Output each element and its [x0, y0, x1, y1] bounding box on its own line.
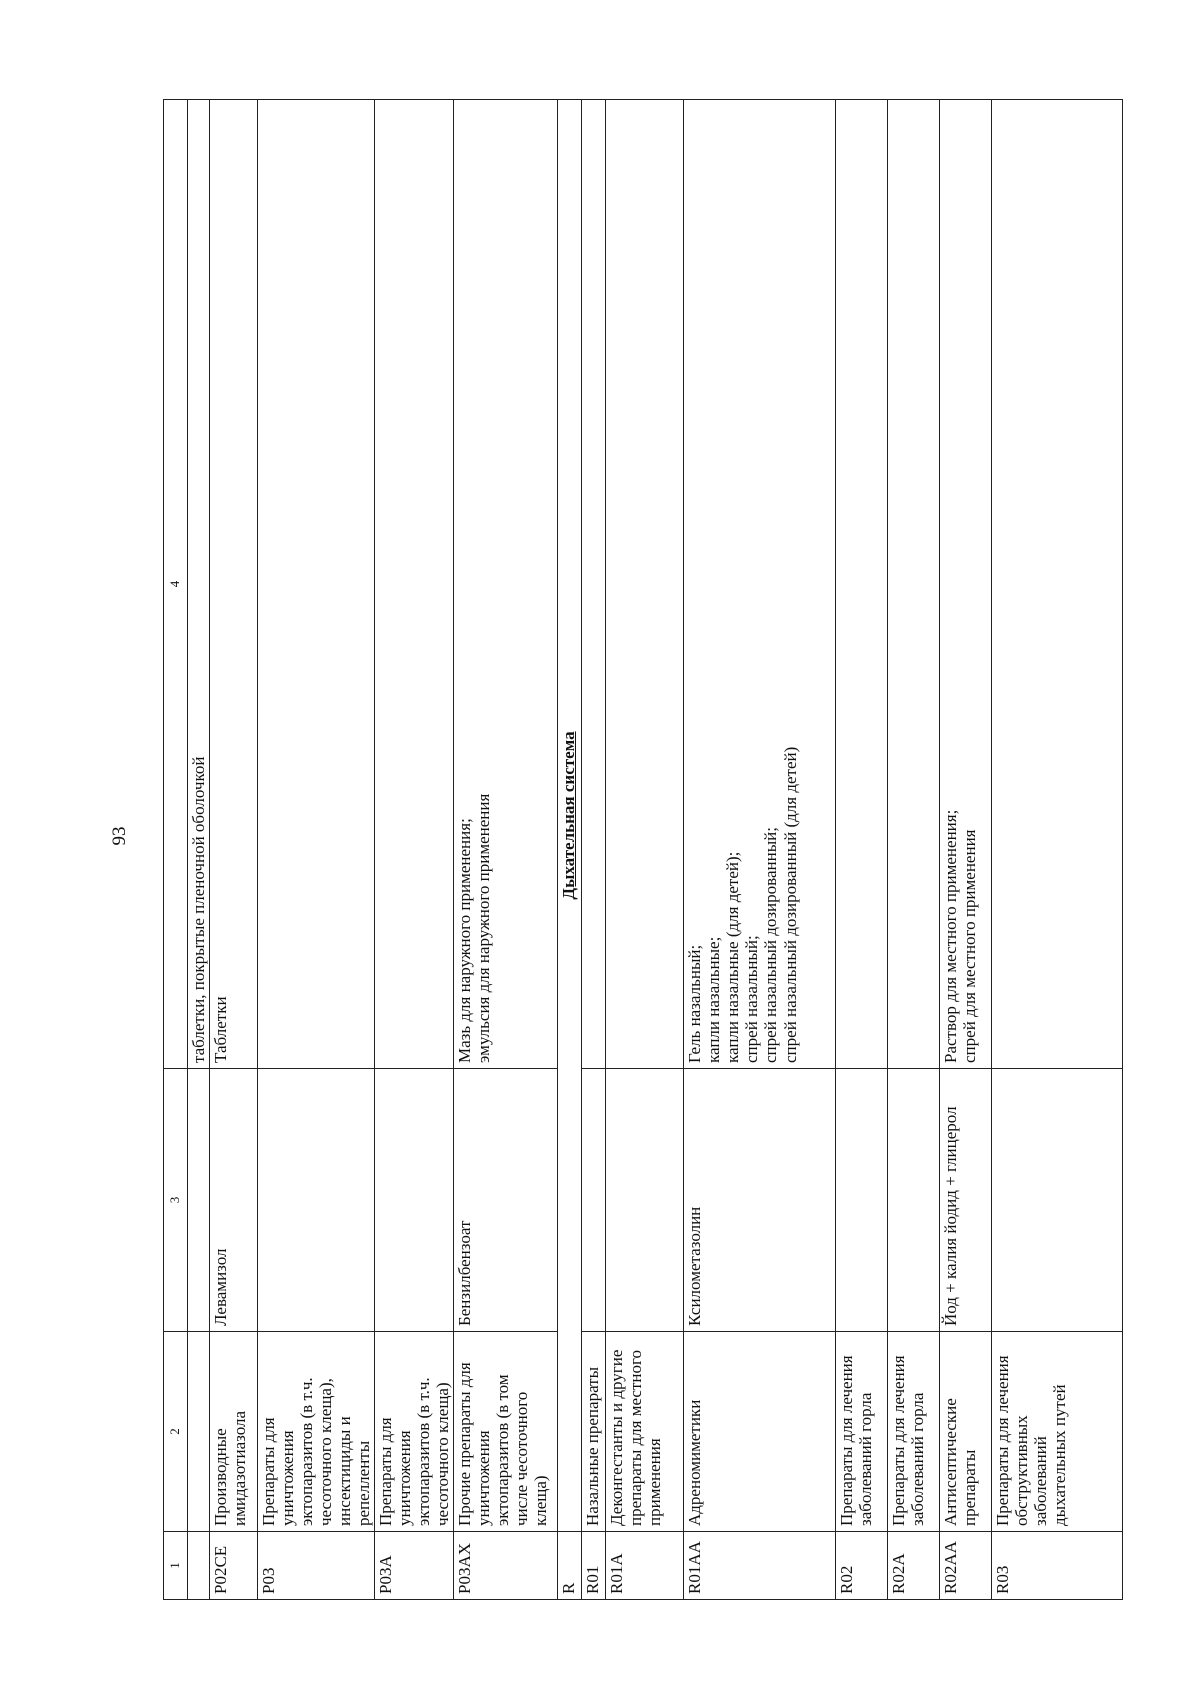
table-row: [375, 100, 454, 1600]
forms-cell: [210, 100, 258, 1069]
substance-cell: [582, 1069, 606, 1332]
group-cell: Препараты для уничтожения эктопаразитов (в т.ч. чесоточного клеща): [375, 1332, 454, 1532]
substance-cell: [258, 1069, 375, 1332]
code-cell: [188, 1532, 210, 1600]
table-row: [940, 100, 992, 1600]
code-cell: R02: [836, 1532, 888, 1600]
header-col-2: 2: [164, 1332, 188, 1532]
table-rotator: [163, 100, 1123, 1600]
form-line: эмульсия для наружного применения: [474, 793, 494, 1063]
table-row: [684, 100, 836, 1600]
table-row: [210, 100, 258, 1600]
section-title: Дыхательная система: [558, 100, 582, 1532]
code-cell: R02AA: [940, 1532, 992, 1600]
substance-cell: Йод + калия йодид + глицерол: [940, 1069, 992, 1332]
code-cell: R: [558, 1532, 582, 1600]
forms-cell: [582, 100, 606, 1069]
form-line: Гель назальный;: [685, 944, 705, 1063]
substance-cell: [188, 1069, 210, 1332]
form-line: капли назальные;: [704, 936, 724, 1063]
forms-cell: [684, 100, 836, 1069]
table-row: [992, 100, 1123, 1600]
substance-cell: [888, 1069, 940, 1332]
code-cell: P02CE: [210, 1532, 258, 1600]
form-line: спрей назальный;: [742, 935, 762, 1063]
table-row: [454, 100, 558, 1600]
table-row: [836, 100, 888, 1600]
drug-table: [163, 99, 1123, 1600]
group-cell: Назальные препараты: [582, 1332, 606, 1532]
form-line: капли назальные (для детей);: [723, 851, 743, 1063]
forms-cell: [836, 100, 888, 1069]
form-line: Таблетки: [211, 996, 231, 1063]
code-cell: R01AA: [684, 1532, 836, 1600]
group-cell: Прочие препараты для уничтожения эктопаразитов (в том числе чесоточного клеща): [454, 1332, 558, 1532]
form-line: спрей назальный дозированный (для детей): [780, 746, 800, 1063]
substance-cell: [606, 1069, 684, 1332]
code-cell: R02A: [888, 1532, 940, 1600]
header-row: [164, 100, 188, 1600]
group-cell: Деконгестанты и другие препараты для местного применения: [606, 1332, 684, 1532]
forms-cell: [606, 100, 684, 1069]
group-cell: [188, 1332, 210, 1532]
forms-cell: [375, 100, 454, 1069]
header-col-4: 4: [164, 100, 188, 1069]
substance-cell: Ксилометазолин: [684, 1069, 836, 1332]
forms-cell: [888, 100, 940, 1069]
group-cell: Адреномиметики: [684, 1332, 836, 1532]
group-cell: Препараты для уничтожения эктопаразитов (в т.ч. чесоточного клеща), инсектициды и репелленты: [258, 1332, 375, 1532]
substance-cell: [836, 1069, 888, 1332]
forms-cell: [454, 100, 558, 1069]
table-row: [188, 100, 210, 1600]
code-cell: P03A: [375, 1532, 454, 1600]
form-line: Мазь для наружного применения;: [455, 818, 475, 1063]
table-row: [888, 100, 940, 1600]
group-cell: Препараты для лечения заболеваний горла: [836, 1332, 888, 1532]
form-line: таблетки, покрытые пленочной оболочкой: [189, 756, 208, 1063]
form-line: спрей для местного применения: [960, 829, 980, 1063]
rotated-table-sheet: [163, 100, 1123, 1600]
forms-cell: [258, 100, 375, 1069]
forms-cell: [188, 100, 210, 1069]
table-row: [582, 100, 606, 1600]
code-cell: R01A: [606, 1532, 684, 1600]
group-cell: Препараты для лечения заболеваний горла: [888, 1332, 940, 1532]
group-cell: Препараты для лечения обструктивных заболеваний дыхательных путей: [992, 1332, 1123, 1532]
table-row: [258, 100, 375, 1600]
substance-cell: Бензилбензоат: [454, 1069, 558, 1332]
group-cell: Антисептические препараты: [940, 1332, 992, 1532]
forms-cell: [992, 100, 1123, 1069]
substance-cell: [992, 1069, 1123, 1332]
code-cell: R03: [992, 1532, 1123, 1600]
code-cell: P03: [258, 1532, 375, 1600]
table-row: [606, 100, 684, 1600]
header-col-3: 3: [164, 1069, 188, 1332]
forms-cell: [940, 100, 992, 1069]
substance-cell: Левамизол: [210, 1069, 258, 1332]
form-line: Раствор для местного применения;: [941, 809, 961, 1063]
form-line: спрей назальный дозированный;: [761, 827, 781, 1063]
code-cell: R01: [582, 1532, 606, 1600]
page-number: 93: [109, 826, 130, 846]
header-col-1: 1: [164, 1532, 188, 1600]
code-cell: P03AX: [454, 1532, 558, 1600]
substance-cell: [375, 1069, 454, 1332]
section-row: [558, 100, 582, 1600]
group-cell: Производные имидазотиазола: [210, 1332, 258, 1532]
